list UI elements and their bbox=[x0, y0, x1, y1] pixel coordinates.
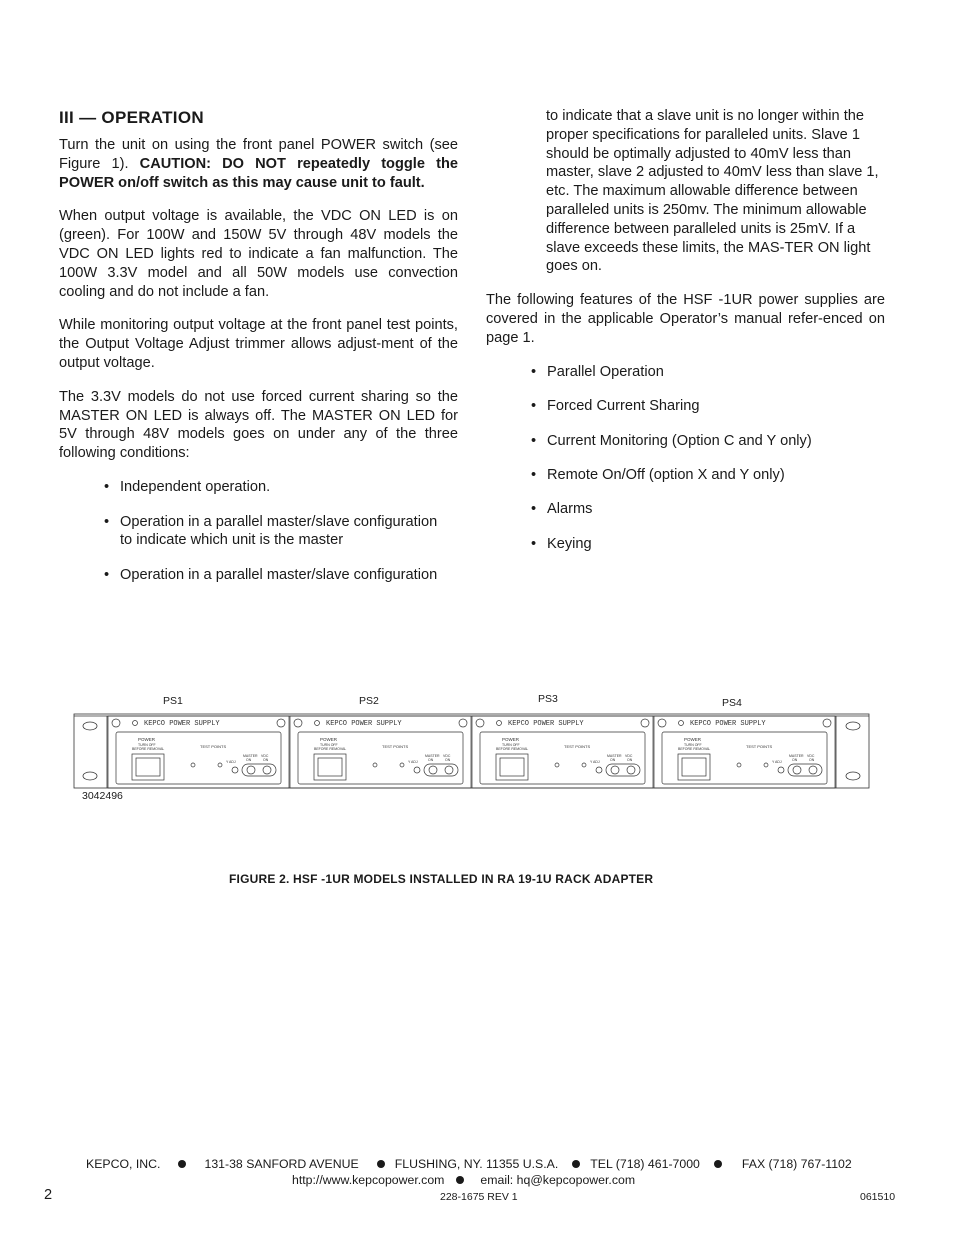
footer-contact-line bbox=[86, 1157, 852, 1171]
footer-city: FLUSHING, NY. 11355 U.S.A. bbox=[394, 1157, 559, 1171]
on-label: ON bbox=[627, 758, 633, 762]
paragraph-master-led: The 3.3V models do not use forced current sharing so the MASTER ON LED is always off. The MASTER ON LED for 5V through 48V models goes on under any of the three following conditions: bbox=[59, 388, 458, 462]
screw-icon bbox=[658, 719, 666, 727]
list-item: • Independent operation. bbox=[104, 479, 271, 495]
on-label: ON bbox=[792, 758, 798, 762]
panel-title: KEPCO POWER SUPPLY bbox=[690, 720, 766, 728]
screw-icon bbox=[823, 719, 831, 727]
test-points-label: TEST POINTS bbox=[382, 744, 409, 749]
mounting-hole-icon bbox=[83, 722, 97, 730]
list-item: • Alarms bbox=[531, 501, 593, 517]
paragraph-slave-limits: to indicate that a slave unit is no longer within the proper specifications for paralleled units. Slave 1 should be optimally adjusted to 40mV less than master, slave 2 adjusted to 40mV less than slave 1, etc. The maximum allowable difference between paralleled units is 250mv. The minimum allowable difference between paralleled units is 25mV. If a slave exceeds these limits, the MAS-TER ON light goes on. bbox=[546, 108, 879, 275]
screw-icon bbox=[641, 719, 649, 727]
page-number: 2 bbox=[44, 1187, 53, 1203]
power-label: POWER bbox=[502, 737, 520, 742]
test-point-icon bbox=[555, 763, 559, 767]
paragraph-output-adjust: While monitoring output voltage at the front panel test points, the Output Voltage Adjust trimmer allows adjust-ment of the output voltage. bbox=[59, 317, 458, 371]
vdc-led-icon bbox=[627, 766, 635, 774]
logo-icon bbox=[679, 721, 684, 726]
turn-off-label: TURN OFF bbox=[320, 743, 338, 747]
bullet-separator-icon bbox=[377, 1160, 385, 1168]
mounting-hole-icon bbox=[846, 772, 860, 780]
list-item-text: Operation in a parallel master/slave configuration bbox=[120, 567, 438, 583]
unit-label-ps1: PS1 bbox=[163, 695, 183, 707]
list-item: • Operation in a parallel master/slave configuration bbox=[104, 567, 438, 583]
adjust-trimmer-icon bbox=[232, 767, 238, 773]
list-item: • Forced Current Sharing bbox=[531, 398, 700, 414]
screw-icon bbox=[294, 719, 302, 727]
footer-tel: TEL (718) 461-7000 bbox=[590, 1157, 700, 1171]
list-item-continuation: to indicate which unit is the master bbox=[120, 532, 344, 548]
vdc-led-icon bbox=[809, 766, 817, 774]
vdc-label: VDC bbox=[261, 754, 269, 758]
power-switch-rocker bbox=[682, 758, 706, 776]
test-point-icon bbox=[764, 763, 768, 767]
master-label: MASTER bbox=[425, 754, 440, 758]
test-points-label: TEST POINTS bbox=[200, 744, 227, 749]
master-label: MASTER bbox=[607, 754, 622, 758]
test-point-icon bbox=[218, 763, 222, 767]
vdc-label: VDC bbox=[443, 754, 451, 758]
list-item-text: Independent operation. bbox=[120, 479, 271, 495]
adjust-trimmer-icon bbox=[778, 767, 784, 773]
paragraph-features: The following features of the HSF -1UR power supplies are covered in the applicable Operator’s manual refer-enced on page 1. bbox=[486, 292, 885, 346]
bullet-separator-icon bbox=[178, 1160, 186, 1168]
on-label: ON bbox=[610, 758, 616, 762]
master-led-icon bbox=[247, 766, 255, 774]
vdc-label: VDC bbox=[807, 754, 815, 758]
test-point-icon bbox=[582, 763, 586, 767]
y-adj-label: Y ADJ bbox=[590, 760, 600, 764]
list-item-text: Remote On/Off (option X and Y only) bbox=[547, 467, 785, 483]
turn-off-label: TURN OFF bbox=[138, 743, 156, 747]
test-point-icon bbox=[191, 763, 195, 767]
list-item-text: Current Monitoring (Option C and Y only) bbox=[547, 433, 812, 449]
screw-icon bbox=[459, 719, 467, 727]
footer-address: 131-38 SANFORD AVENUE bbox=[204, 1157, 359, 1171]
footer-company: KEPCO, INC. bbox=[86, 1157, 161, 1171]
logo-icon bbox=[133, 721, 138, 726]
master-led-icon bbox=[611, 766, 619, 774]
date-code: 061510 bbox=[860, 1191, 896, 1203]
unit-label-ps2: PS2 bbox=[359, 695, 379, 707]
list-item-text: Alarms bbox=[547, 501, 593, 517]
on-label: ON bbox=[263, 758, 269, 762]
list-item-text: Keying bbox=[547, 536, 592, 552]
footer-web-line bbox=[292, 1173, 635, 1187]
screw-icon bbox=[476, 719, 484, 727]
screw-icon bbox=[112, 719, 120, 727]
on-label: ON bbox=[246, 758, 252, 762]
bullet-separator-icon bbox=[572, 1160, 580, 1168]
paragraph-text: Turn the unit on using the front panel POWER switch (see Figure 1). bbox=[59, 137, 458, 172]
on-label: ON bbox=[445, 758, 451, 762]
footer-email-link[interactable]: email: hq@kepcopower.com bbox=[480, 1173, 636, 1187]
list-item: • Keying bbox=[531, 536, 592, 552]
caution-text: CAUTION: DO NOT repeatedly toggle the POWER on/off switch as this may cause unit to fault. bbox=[59, 155, 458, 191]
power-label: POWER bbox=[138, 737, 156, 742]
power-switch-rocker bbox=[500, 758, 524, 776]
y-adj-label: Y ADJ bbox=[226, 760, 236, 764]
right-column-continued bbox=[546, 107, 885, 276]
screw-icon bbox=[277, 719, 285, 727]
paragraph-power-switch bbox=[59, 136, 458, 192]
power-label: POWER bbox=[684, 737, 702, 742]
panel-title: KEPCO POWER SUPPLY bbox=[326, 720, 402, 728]
list-item: • Remote On/Off (option X and Y only) bbox=[531, 467, 785, 483]
master-led-icon bbox=[429, 766, 437, 774]
test-point-icon bbox=[373, 763, 377, 767]
rack-adapter-drawing bbox=[72, 712, 872, 792]
test-points-label: TEST POINTS bbox=[564, 744, 591, 749]
logo-icon bbox=[315, 721, 320, 726]
footer-fax: FAX (718) 767-1102 bbox=[741, 1157, 852, 1171]
on-label: ON bbox=[428, 758, 434, 762]
right-column bbox=[486, 291, 885, 347]
list-item: • Parallel Operation bbox=[531, 364, 664, 380]
drawing-number: 3042496 bbox=[82, 790, 123, 802]
master-label: MASTER bbox=[789, 754, 804, 758]
before-removal-label: BEFORE REMOVAL bbox=[132, 747, 165, 751]
logo-icon bbox=[497, 721, 502, 726]
power-label: POWER bbox=[320, 737, 338, 742]
adjust-trimmer-icon bbox=[596, 767, 602, 773]
before-removal-label: BEFORE REMOVAL bbox=[678, 747, 711, 751]
unit-label-ps4: PS4 bbox=[722, 697, 742, 709]
paragraph-vdc-led: When output voltage is available, the VDC ON LED is on (green). For 100W and 150W 5V through 48V models the VDC ON LED lights red to indicate a fan malfunction. The 100W 3.3V model and all 50W models use convection cooling and do not include a fan. bbox=[59, 208, 458, 300]
turn-off-label: TURN OFF bbox=[684, 743, 702, 747]
mounting-hole-icon bbox=[846, 722, 860, 730]
power-supply-unit bbox=[472, 716, 653, 788]
panel-title: KEPCO POWER SUPPLY bbox=[508, 720, 584, 728]
bullet-separator-icon bbox=[714, 1160, 722, 1168]
list-item-text: Forced Current Sharing bbox=[547, 398, 700, 414]
power-supply-unit bbox=[108, 716, 289, 788]
test-point-icon bbox=[400, 763, 404, 767]
figure-caption: FIGURE 2. HSF -1UR MODELS INSTALLED IN RA 19-1U RACK ADAPTER bbox=[229, 872, 654, 886]
power-supply-unit bbox=[290, 716, 471, 788]
section-heading: III — OPERATION bbox=[59, 108, 204, 127]
before-removal-label: BEFORE REMOVAL bbox=[496, 747, 529, 751]
mounting-hole-icon bbox=[83, 772, 97, 780]
before-removal-label: BEFORE REMOVAL bbox=[314, 747, 347, 751]
power-switch-rocker bbox=[136, 758, 160, 776]
master-led-icon bbox=[793, 766, 801, 774]
bullet-separator-icon bbox=[456, 1176, 464, 1184]
y-adj-label: Y ADJ bbox=[408, 760, 418, 764]
list-item: • Operation in a parallel master/slave configuration bbox=[104, 514, 438, 530]
test-point-icon bbox=[737, 763, 741, 767]
master-label: MASTER bbox=[243, 754, 258, 758]
unit-label-ps3: PS3 bbox=[538, 693, 558, 705]
power-switch-rocker bbox=[318, 758, 342, 776]
footer-web-link[interactable]: http://www.kepcopower.com bbox=[292, 1173, 445, 1187]
list-item: • Current Monitoring (Option C and Y only) bbox=[531, 433, 812, 449]
vdc-led-icon bbox=[263, 766, 271, 774]
power-supply-unit bbox=[654, 716, 835, 788]
on-label: ON bbox=[809, 758, 815, 762]
test-points-label: TEST POINTS bbox=[746, 744, 773, 749]
vdc-label: VDC bbox=[625, 754, 633, 758]
adjust-trimmer-icon bbox=[414, 767, 420, 773]
left-column bbox=[59, 136, 458, 463]
list-item-text: Operation in a parallel master/slave configuration bbox=[120, 514, 438, 530]
list-item-text: Parallel Operation bbox=[547, 364, 664, 380]
y-adj-label: Y ADJ bbox=[772, 760, 782, 764]
panel-title: KEPCO POWER SUPPLY bbox=[144, 720, 220, 728]
doc-number: 228-1675 REV 1 bbox=[440, 1191, 518, 1203]
vdc-led-icon bbox=[445, 766, 453, 774]
turn-off-label: TURN OFF bbox=[502, 743, 520, 747]
